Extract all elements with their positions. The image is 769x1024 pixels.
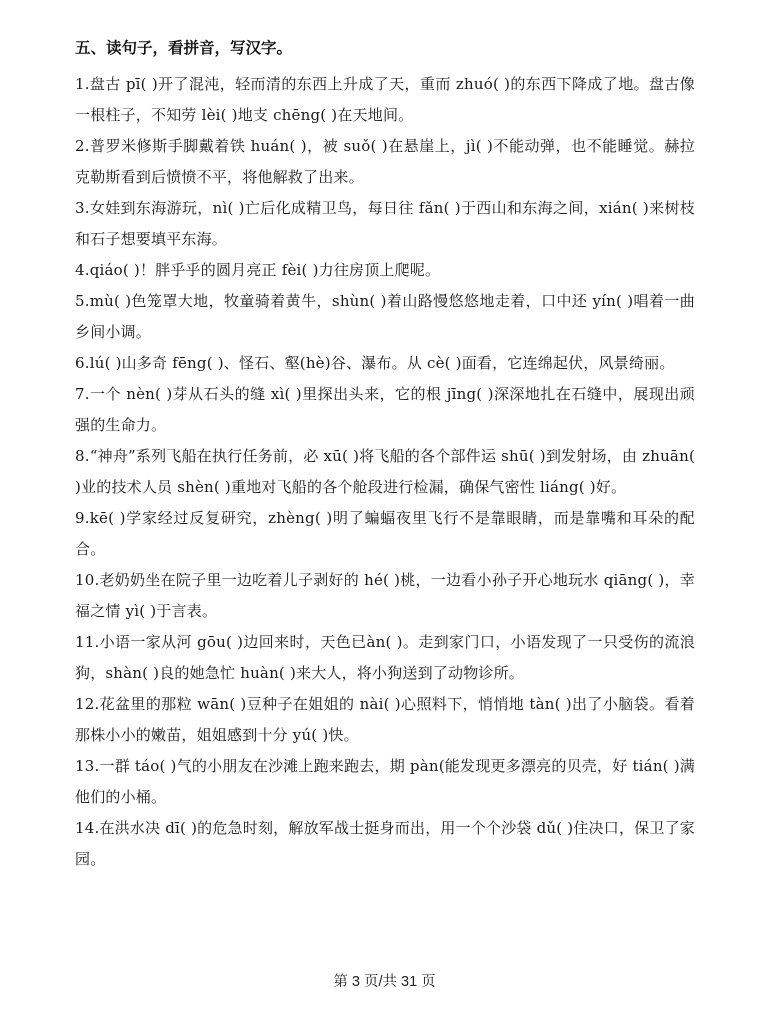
question-10: 10.老奶奶坐在院子里一边吃着儿子剥好的 hé( )桃，一边看小孙子开心地玩水 qiāng( )，幸福之情 yì( )于言表。 xyxy=(75,571,695,620)
question-12: 12.花盆里的那粒 wān( )豆种子在姐姐的 nài( )心照料下，悄悄地 tàn( )出了小脑袋。看着那株小小的嫩苗，姐姐感到十分 yú( )快。 xyxy=(75,695,695,744)
question-2: 2.普罗米修斯手脚戴着铁 huán( )，被 suǒ( )在悬崖上，jì( )不能动弹，也不能睡觉。赫拉克勒斯看到后愤愤不平，将他解救了出来。 xyxy=(75,137,695,186)
question-3: 3.女娃到东海游玩，nì( )亡后化成精卫鸟，每日往 fǎn( )于西山和东海之间，xián( )来树枝和石子想要填平东海。 xyxy=(75,199,695,248)
worksheet-page xyxy=(75,38,695,875)
question-13: 13.一群 táo( )气的小朋友在沙滩上跑来跑去，期 pàn(能发现更多漂亮的贝壳，好 tián( )满他们的小桶。 xyxy=(75,757,695,806)
question-7: 7.一个 nèn( )芽从石头的缝 xì( )里探出头来，它的根 jīng( )深深地扎在石缝中，展现出顽强的生命力。 xyxy=(75,385,695,434)
question-6: 6.lú( )山多奇 fēng( )、怪石、壑(hè)谷、瀑布。从 cè( )面看，它连绵起伏，风景绮丽。 xyxy=(75,354,675,372)
question-11: 11.小语一家从河 gōu( )边回来时，天色已àn( )。走到家门口，小语发现了一只受伤的流浪狗，shàn( )良的她急忙 huàn( )来大人，将小狗送到了动物诊所。 xyxy=(75,633,695,682)
question-5: 5.mù( )色笼罩大地，牧童骑着黄牛，shùn( )着山路慢悠悠地走着，口中还 yín( )唱着一曲乡间小调。 xyxy=(75,292,695,341)
question-4: 4.qiáo( )！胖乎乎的圆月亮正 fèi( )力往房顶上爬呢。 xyxy=(75,261,441,279)
page-number: 第 3 页/共 31 页 xyxy=(333,974,436,990)
question-9: 9.kē( )学家经过反复研究，zhèng( )明了蝙蝠夜里飞行不是靠眼睛，而是靠嘴和耳朵的配合。 xyxy=(75,509,695,558)
question-8: 8.“神舟”系列飞船在执行任务前，必 xū( )将飞船的各个部件运 shū( )到发射场，由 zhuān( )业的技术人员 shèn( )重地对飞船的各个舱段进行检漏，确保气密性 liáng( )好。 xyxy=(75,447,695,496)
section-title: 五、读句子，看拼音，写汉字。 xyxy=(75,39,293,57)
question-14: 14.在洪水决 dī( )的危急时刻，解放军战士挺身而出，用一个个沙袋 dǔ( )住决口，保卫了家园。 xyxy=(75,819,695,868)
question-1: 1.盘古 pī( )开了混沌，轻而清的东西上升成了天，重而 zhuó( )的东西下降成了地。盘古像一根柱子，不知劳 lèi( )地支 chēng( )在天地间。 xyxy=(75,75,695,124)
